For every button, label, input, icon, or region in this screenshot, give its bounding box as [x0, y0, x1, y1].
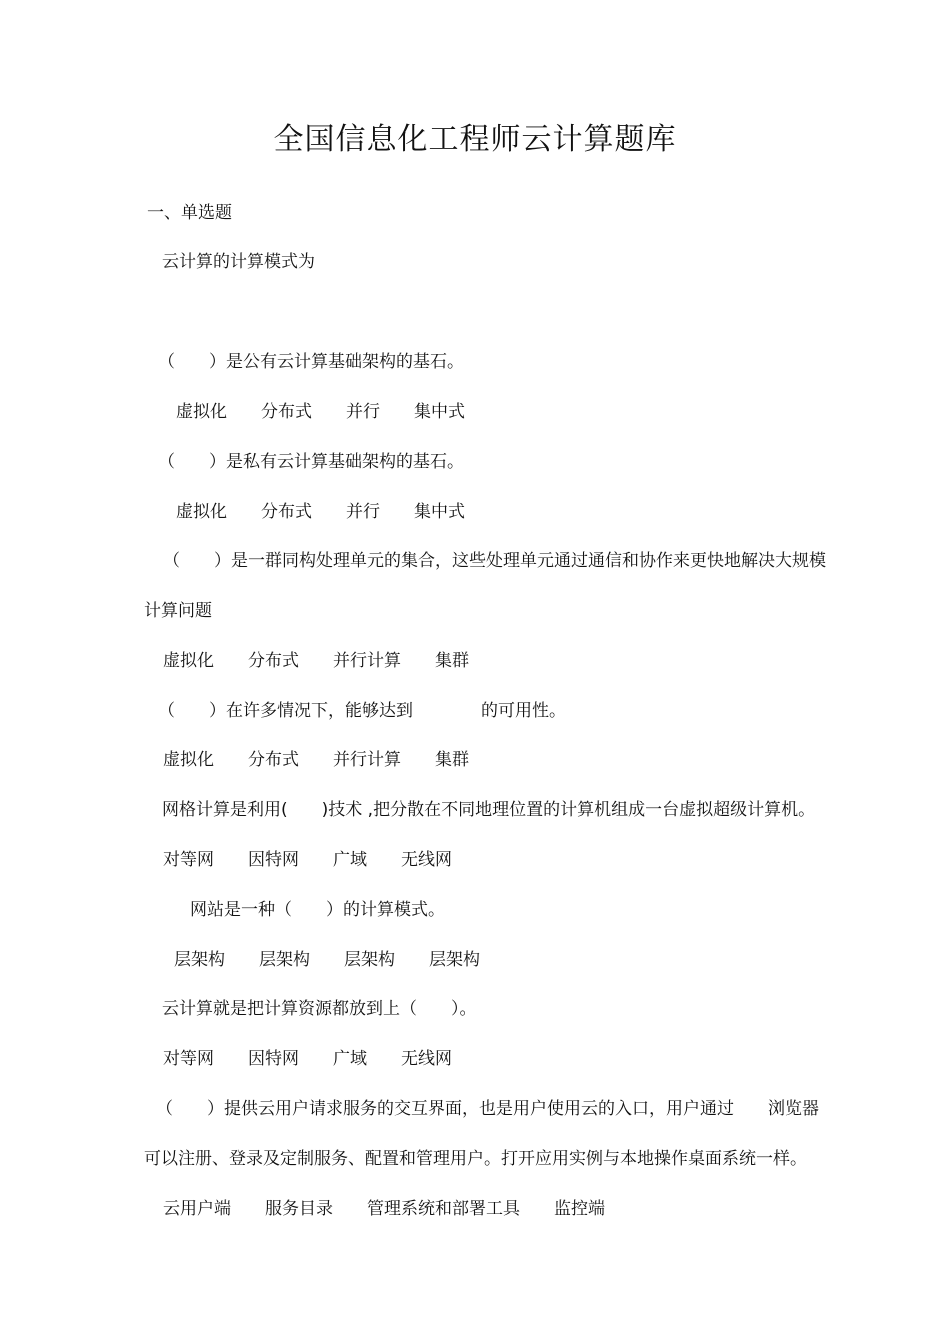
section-heading: 一、单选题	[147, 203, 232, 223]
options-line: 虚拟化 分布式 并行 集中式	[176, 402, 465, 422]
question-line: （ ）是私有云计算基础架构的基石。	[158, 452, 464, 472]
question-line: 网站是一种（ ）的计算模式。	[190, 900, 445, 920]
question-line-continued: 可以注册、登录及定制服务、配置和管理用户。打开应用实例与本地操作桌面系统一样。	[144, 1149, 807, 1169]
question-line: 网格计算是利用( )技术 ,把分散在不同地理位置的计算机组成一台虚拟超级计算机。	[162, 800, 816, 820]
options-line: 层架构 层架构 层架构 层架构	[174, 950, 480, 970]
question-line: （ ）在许多情况下，能够达到 的可用性。	[158, 701, 566, 721]
question-line-continued: 计算问题	[144, 601, 212, 621]
options-line: 对等网 因特网 广域 无线网	[163, 1049, 452, 1069]
options-line: 虚拟化 分布式 并行 集中式	[176, 502, 465, 522]
question-line: （ ）是公有云计算基础架构的基石。	[158, 352, 464, 372]
options-line: 虚拟化 分布式 并行计算 集群	[163, 750, 469, 770]
document-title: 全国信息化工程师云计算题库	[273, 122, 677, 157]
options-line: 对等网 因特网 广域 无线网	[163, 850, 452, 870]
question-line: （ ）提供云用户请求服务的交互界面，也是用户使用云的入口，用户通过 浏览器	[156, 1099, 819, 1119]
question-line: 云计算的计算模式为	[162, 252, 315, 272]
question-line: （ ）是一群同构处理单元的集合，这些处理单元通过通信和协作来更快地解决大规模	[163, 551, 826, 571]
options-line: 虚拟化 分布式 并行计算 集群	[163, 651, 469, 671]
question-line: 云计算就是把计算资源都放到上（ ）。	[162, 999, 477, 1019]
options-line: 云用户端 服务目录 管理系统和部署工具 监控端	[163, 1199, 605, 1219]
